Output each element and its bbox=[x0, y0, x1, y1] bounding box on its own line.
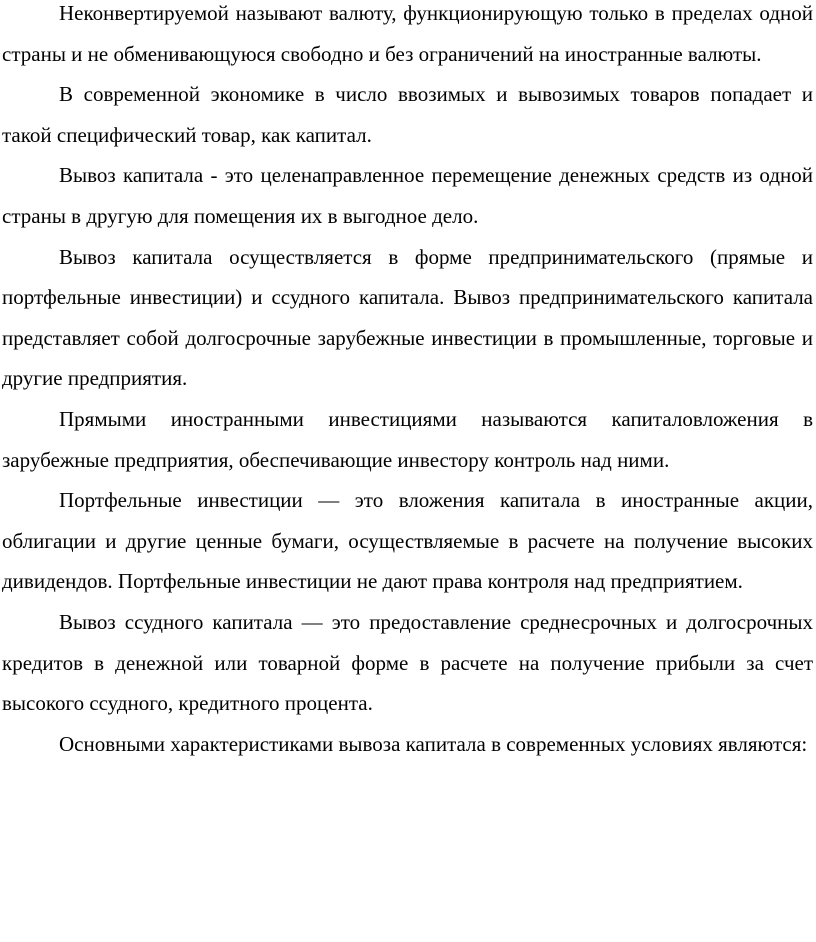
paragraph-nonconvertible-currency: Неконвертируемой называют валюту, функционирующую только в пределах одной страны и не обменивающуюся свободно и без ограничений на иностранные валюты. bbox=[2, 1, 813, 66]
paragraph-capital-export-definition: Вывоз капитала - это целенаправленное перемещение денежных средств из одной страны в другую для помещения их в выгодное дело. bbox=[2, 163, 813, 228]
paragraph-portfolio-investment: Портфельные инвестиции — это вложения капитала в иностранные акции, облигации и другие ценные бумаги, осуществляемые в расчете на получение высоких дивидендов. Портфельные инвестиции не дают права контроля над предприятием. bbox=[2, 488, 813, 594]
paragraph-capital-as-commodity: В современной экономике в число ввозимых и вывозимых товаров попадает и такой специфический товар, как капитал. bbox=[2, 82, 813, 147]
paragraph-main-characteristics: Основными характеристиками вывоза капитала в современных условиях являются: bbox=[59, 731, 808, 756]
paragraph-loan-capital-export: Вывоз ссудного капитала — это предоставление среднесрочных и долгосрочных кредитов в денежной или товарной форме в расчете на получение прибыли за счет высокого ссудного, кредитного процента. bbox=[2, 609, 813, 716]
paragraph-capital-export-forms: Вывоз капитала осуществляется в форме предпринимательского (прямые и портфельные инвестиции) и ссудного капитала. Вывоз предпринимательского капитала представляет собой долгосрочные зарубежные инвестиции в промышленные, торговые и другие предприятия. bbox=[2, 244, 813, 391]
paragraph-direct-investment: Прямыми иностранными инвестициями называются капиталовложения в зарубежные предприятия, обеспечивающие инвестору контроль над ними. bbox=[2, 406, 813, 472]
